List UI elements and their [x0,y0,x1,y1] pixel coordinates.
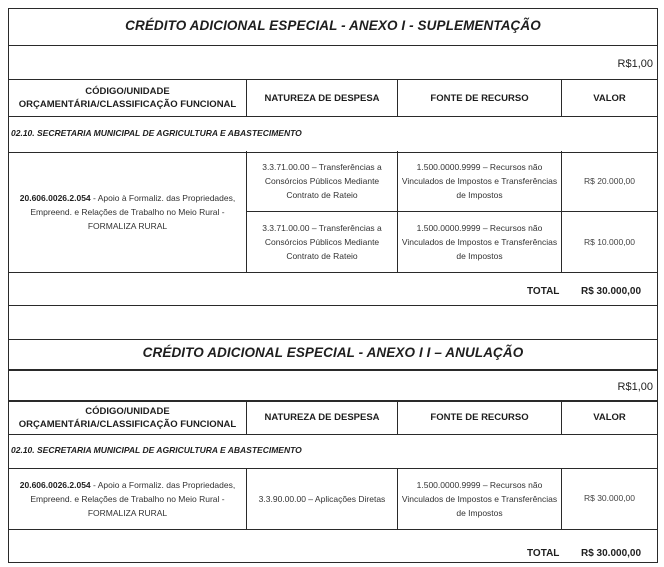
anexo2-classificacao-text: - Apoio a Formaliz. das Propriedades, Empreend. e Relações de Trabalho no Meio Rural - FORMALIZA RURAL [30,479,236,518]
anexo1-total-value: R$ 30.000,00 [581,286,642,297]
anexo1-classificacao-text: - Apoio à Formaliz. das Propriedades, Empreend. e Relações de Trabalho no Meio Rural - FORMALIZA RURAL [30,192,236,231]
anexo2-classificacao [12,478,243,520]
anexo1-row1-fonte: 1.500.0000.9999 – Recursos não Vinculados de Impostos e Transferências de Impostos [397,151,561,212]
anexo1-header-natureza: NATUREZA DE DESPESA [246,79,397,117]
anexo1-secretaria-row [8,116,658,153]
anexo1-title: CRÉDITO ADICIONAL ESPECIAL - ANEXO I - SUPLEMENTAÇÃO [125,18,541,33]
anexo1-classificacao-code: 20.606.0026.2.054 [19,192,91,203]
anexo1-total-label: TOTAL [527,286,560,297]
anexo1-secretaria: 02.10. SECRETARIA MUNICIPAL DE AGRICULTURA E ABASTECIMENTO [11,128,302,138]
spacer-row [8,305,658,340]
anexo1-unit-row [8,45,658,80]
anexo1-row1-valor: R$ 20.000,00 [561,151,658,212]
anexo2-total-label: TOTAL [527,548,560,559]
anexo1-total-row [8,273,658,306]
anexo1-title-box [8,8,658,46]
anexo2-classificacao-cell [8,468,246,530]
anexo1-row2-natureza: 3.3.71.00.00 – Transferências a Consórcios Públicos Mediante Contrato de Rateio [246,212,397,273]
anexo2-secretaria: 02.10. SECRETARIA MUNICIPAL DE AGRICULTURA E ABASTECIMENTO [11,445,302,455]
anexo2-secretaria-row [8,434,658,469]
anexo1-row2-valor: R$ 10.000,00 [561,212,658,273]
anexo1-classificacao [12,191,243,233]
anexo2-currency-unit: R$1,00 [617,381,653,393]
anexo1-header-fonte: FONTE DE RECURSO [397,79,561,117]
anexo2-title: CRÉDITO ADICIONAL ESPECIAL - ANEXO I I – ANULAÇÃO [142,345,524,360]
anexo2-row1-fonte: 1.500.0000.9999 – Recursos não Vinculados de Impostos e Transferências de Impostos [397,468,561,530]
anexo2-total-value: R$ 30.000,00 [581,548,642,559]
anexo2-classificacao-code: 20.606.0026.2.054 [19,479,91,490]
anexo2-total-row [8,530,658,563]
anexo1-row2-fonte: 1.500.0000.9999 – Recursos não Vinculados de Impostos e Transferências de Impostos [397,212,561,273]
anexo2-header-codigo: CÓDIGO/UNIDADE ORÇAMENTÁRIA/CLASSIFICAÇÃO FUNCIONAL [8,400,246,435]
anexo1-header-codigo: CÓDIGO/UNIDADE ORÇAMENTÁRIA/CLASSIFICAÇÃO FUNCIONAL [8,79,246,117]
anexo1-row1-natureza: 3.3.71.00.00 – Transferências a Consórcios Públicos Mediante Contrato de Rateio [246,151,397,212]
anexo2-header-valor: VALOR [561,400,658,435]
anexo2-header-natureza: NATUREZA DE DESPESA [246,400,397,435]
anexo2-row1-natureza: 3.3.90.00.00 – Aplicações Diretas [246,468,397,530]
anexo2-row1-valor: R$ 30.000,00 [561,468,658,530]
anexo1-currency-unit: R$1,00 [617,58,653,70]
anexo2-title-box [8,339,658,370]
anexo2-header-fonte: FONTE DE RECURSO [397,400,561,435]
anexo1-classificacao-cell [8,151,246,273]
anexo2-unit-row [8,370,658,402]
anexo1-header-valor: VALOR [561,79,658,117]
